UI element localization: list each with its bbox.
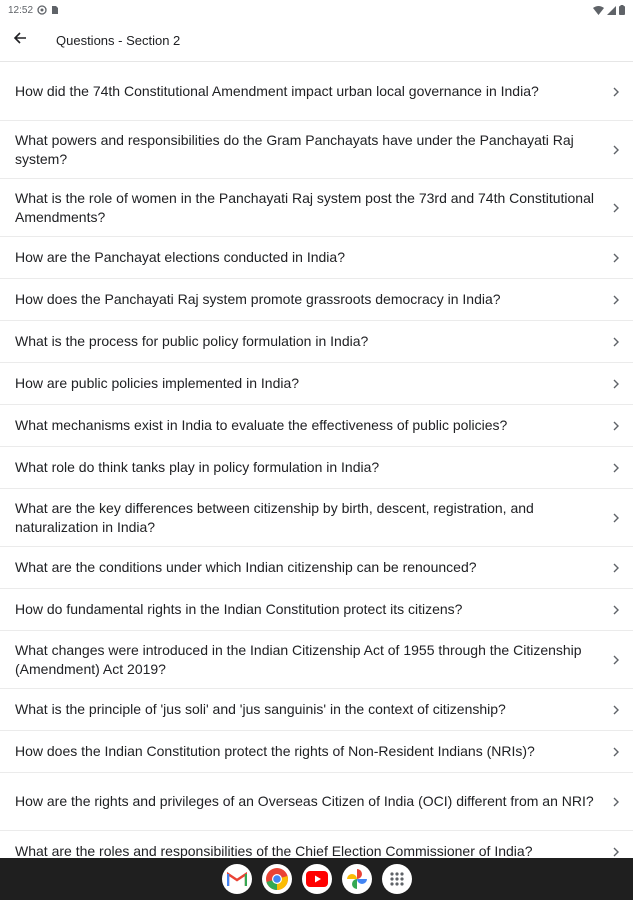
list-item[interactable] <box>0 405 633 447</box>
list-item[interactable] <box>0 363 633 405</box>
list-item[interactable] <box>0 631 633 689</box>
list-item[interactable] <box>0 547 633 589</box>
list-item[interactable] <box>0 589 633 631</box>
question-text: How are public policies implemented in India? <box>15 375 300 391</box>
battery-icon <box>619 5 625 15</box>
chevron-right-icon <box>609 253 619 263</box>
list-item[interactable] <box>0 773 633 831</box>
question-text: What changes were introduced in the Indian Citizenship Act of 1955 through the Citizenship (Amendment) Act 2019? <box>15 641 582 677</box>
question-text: What are the key differences between citizenship by birth, descent, registration, and naturalization in India? <box>15 499 534 535</box>
chevron-right-icon <box>609 747 619 757</box>
list-item[interactable] <box>0 279 633 321</box>
chevron-right-icon <box>609 145 619 155</box>
chevron-right-icon <box>609 563 619 573</box>
question-list[interactable] <box>0 63 633 858</box>
question-text: How are the Panchayat elections conducted in India? <box>15 249 345 265</box>
question-text: How did the 74th Constitutional Amendment impact urban local governance in India? <box>15 83 539 99</box>
app-drawer-icon[interactable] <box>382 864 412 894</box>
list-item[interactable] <box>0 447 633 489</box>
question-text: What is the principle of 'jus soli' and 'jus sanguinis' in the context of citizenship? <box>15 701 506 717</box>
question-text: What are the roles and responsibilities of the Chief Election Commissioner of India? <box>15 843 533 858</box>
signal-icon <box>607 6 616 15</box>
wifi-icon <box>593 6 604 15</box>
chevron-right-icon <box>609 337 619 347</box>
chevron-right-icon <box>609 203 619 213</box>
photos-icon[interactable] <box>342 864 372 894</box>
chevron-right-icon <box>609 513 619 523</box>
chevron-right-icon <box>609 797 619 807</box>
question-text: What is the process for public policy formulation in India? <box>15 333 369 349</box>
chevron-right-icon <box>609 605 619 615</box>
list-item[interactable] <box>0 179 633 237</box>
chevron-right-icon <box>609 705 619 715</box>
question-text: What role do think tanks play in policy formulation in India? <box>15 459 380 475</box>
chevron-right-icon <box>609 847 619 857</box>
list-item[interactable] <box>0 321 633 363</box>
list-item[interactable] <box>0 121 633 179</box>
page-title: Questions - Section 2 <box>56 33 181 48</box>
chrome-icon[interactable] <box>262 864 292 894</box>
back-button[interactable] <box>0 20 40 62</box>
question-text: How does the Indian Constitution protect the rights of Non-Resident Indians (NRIs)? <box>15 743 535 759</box>
question-text: What powers and responsibilities do the Gram Panchayats have under the Panchayati Raj system? <box>15 131 574 167</box>
notification-sim-icon <box>51 5 59 15</box>
chevron-right-icon <box>609 379 619 389</box>
list-item[interactable] <box>0 63 633 121</box>
chevron-right-icon <box>609 421 619 431</box>
chevron-right-icon <box>609 295 619 305</box>
list-item[interactable] <box>0 831 633 858</box>
list-item[interactable] <box>0 237 633 279</box>
question-text: How does the Panchayati Raj system promote grassroots democracy in India? <box>15 291 501 307</box>
question-text: How are the rights and privileges of an Overseas Citizen of India (OCI) different from an NRI? <box>15 793 594 809</box>
list-item[interactable] <box>0 731 633 773</box>
list-item[interactable] <box>0 689 633 731</box>
question-text: How do fundamental rights in the Indian Constitution protect its citizens? <box>15 601 463 617</box>
chevron-right-icon <box>609 655 619 665</box>
youtube-icon[interactable] <box>302 864 332 894</box>
status-right <box>593 5 625 15</box>
question-text: What mechanisms exist in India to evaluate the effectiveness of public policies? <box>15 417 508 433</box>
question-text: What are the conditions under which Indian citizenship can be renounced? <box>15 559 477 575</box>
status-bar <box>0 0 633 20</box>
gmail-icon[interactable] <box>222 864 252 894</box>
app-bar <box>0 20 633 62</box>
chevron-right-icon <box>609 463 619 473</box>
question-text: What is the role of women in the Panchayati Raj system post the 73rd and 74th Constitutional Amendments? <box>15 189 594 225</box>
arrow-back-icon <box>13 31 27 50</box>
notification-settings-icon <box>37 5 47 15</box>
status-time: 12:52 <box>8 4 34 16</box>
status-left <box>8 5 59 16</box>
chevron-right-icon <box>609 87 619 97</box>
list-item[interactable] <box>0 489 633 547</box>
dock-bar <box>0 858 633 900</box>
